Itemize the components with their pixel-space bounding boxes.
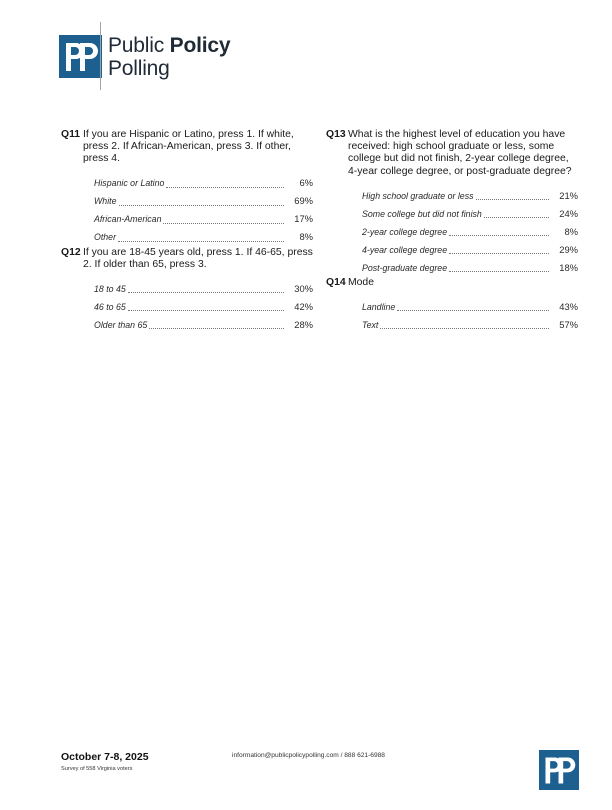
answer-row	[362, 184, 578, 202]
answer-label: African-American	[94, 214, 162, 225]
answer-percent: 8%	[299, 231, 313, 243]
answer-row	[94, 295, 313, 313]
answer-list	[94, 172, 313, 244]
footer-survey: Survey of 558 Virginia voters	[61, 766, 133, 772]
answer-label: 46 to 65	[94, 301, 126, 312]
question-number: Q13	[326, 129, 346, 140]
answer-percent: 69%	[294, 195, 313, 207]
answer-percent: 17%	[294, 213, 313, 225]
question-number: Q12	[61, 246, 81, 258]
question-number: Q14	[326, 276, 346, 288]
dot-leader	[166, 187, 284, 188]
dot-leader	[128, 310, 284, 311]
footer-logo-icon	[539, 750, 579, 790]
question-q14	[326, 277, 578, 289]
answer-row	[362, 238, 578, 256]
answer-percent: 28%	[294, 318, 313, 330]
dot-leader	[119, 205, 285, 206]
question-text: Mode	[348, 276, 374, 288]
answer-percent: 24%	[559, 207, 578, 219]
dot-leader	[149, 328, 284, 329]
answer-label: High school graduate or less	[362, 190, 474, 201]
dot-leader	[163, 223, 284, 224]
answer-percent: 8%	[564, 225, 578, 237]
answer-percent: 21%	[559, 189, 578, 201]
dot-leader	[380, 328, 549, 329]
answer-label: Post-graduate degree	[362, 262, 448, 273]
answer-label: Hispanic or Latino	[94, 178, 165, 189]
answer-label: Older than 65	[94, 319, 148, 330]
answer-row	[94, 172, 313, 190]
answer-row	[94, 208, 313, 226]
answer-row	[362, 220, 578, 238]
answer-row	[94, 226, 313, 244]
answer-row	[362, 313, 578, 331]
answer-list	[362, 295, 578, 331]
answer-row	[362, 202, 578, 220]
question-q13	[326, 129, 578, 178]
dot-leader	[449, 253, 549, 254]
question-text: If you are Hispanic or Latino, press 1. If white, press 2. If African-American, press 3. If other, press 4.	[83, 129, 294, 165]
answer-label: 18 to 45	[94, 283, 126, 294]
answer-row	[94, 313, 313, 331]
answer-label: 2-year college degree	[362, 226, 448, 237]
answer-label: Landline	[362, 301, 396, 312]
answer-row	[94, 190, 313, 208]
answer-percent: 30%	[294, 282, 313, 294]
footer-date: October 7-8, 2025	[61, 751, 149, 763]
answer-label: Text	[362, 319, 379, 330]
answer-list	[94, 277, 313, 331]
brand-name: Public Policy Polling	[108, 34, 231, 80]
answer-percent: 18%	[559, 261, 578, 273]
answer-percent: 43%	[559, 300, 578, 312]
question-number: Q11	[61, 129, 81, 140]
answer-label: White	[94, 196, 117, 207]
answer-label: 4-year college degree	[362, 244, 448, 255]
footer-contact: information@publicpolicypolling.com / 888 621-6988	[232, 752, 385, 759]
question-q12	[61, 247, 313, 271]
answer-percent: 6%	[299, 177, 313, 189]
ppp-logo-icon	[59, 35, 102, 78]
right-column	[326, 129, 578, 334]
answer-percent: 42%	[294, 300, 313, 312]
dot-leader	[449, 271, 549, 272]
question-text: If you are 18-45 years old, press 1. If 46-65, press 2. If older than 65, press 3.	[83, 246, 313, 270]
dot-leader	[118, 241, 284, 242]
left-column	[61, 129, 313, 334]
dot-leader	[476, 199, 550, 200]
question-text: What is the highest level of education you have received: high school graduate or less, some college but did not finish, 2-year college degree, 4-year college degree, or post-graduate degree?	[348, 129, 572, 177]
answer-row	[362, 295, 578, 313]
dot-leader	[484, 217, 549, 218]
answer-list	[362, 184, 578, 274]
answer-percent: 29%	[559, 243, 578, 255]
answer-row	[94, 277, 313, 295]
answer-label: Other	[94, 232, 117, 243]
dot-leader	[128, 292, 284, 293]
answer-percent: 57%	[559, 318, 578, 330]
answer-label: Some college but did not finish	[362, 208, 482, 219]
question-q11	[61, 129, 313, 166]
logo-divider	[100, 22, 101, 90]
dot-leader	[397, 310, 549, 311]
dot-leader	[449, 235, 549, 236]
answer-row	[362, 256, 578, 274]
